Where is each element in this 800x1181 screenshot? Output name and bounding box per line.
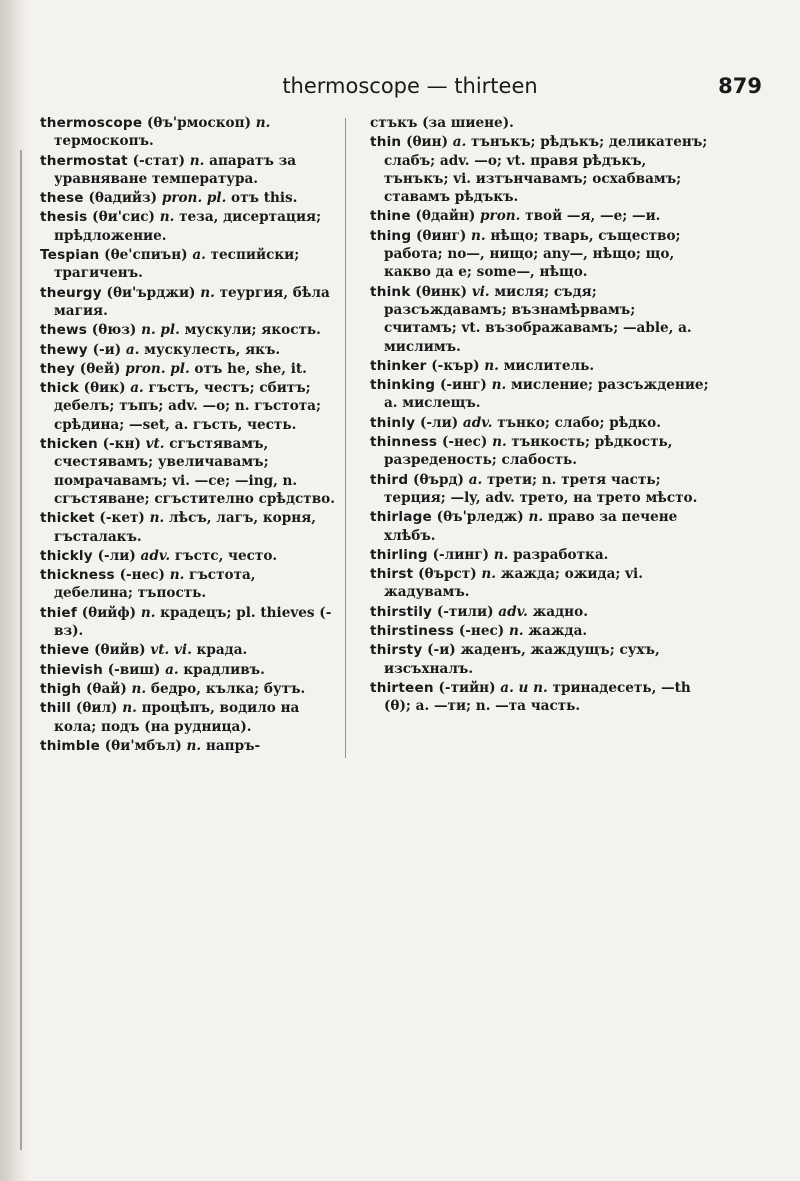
dictionary-entry (40, 208, 335, 245)
part-of-speech: a. (165, 661, 179, 678)
definition: мислитель. (503, 357, 595, 374)
definition: право за печене хлѣбъ. (384, 509, 678, 544)
dictionary-entry (40, 641, 335, 659)
headword: Tespian (40, 247, 100, 264)
headword: thews (40, 322, 88, 339)
dictionary-entry (40, 604, 335, 641)
pronunciation: (θийф) (81, 604, 137, 621)
part-of-speech: n. (140, 604, 156, 621)
pronunciation: (-нес) (441, 434, 488, 451)
dictionary-entry (370, 283, 710, 356)
pronunciation: (θдайн) (415, 208, 476, 225)
headword: thickness (40, 567, 115, 584)
headword: they (40, 360, 76, 377)
column-divider (345, 118, 346, 758)
definition: крадливъ. (183, 661, 265, 678)
headword: thinker (370, 357, 427, 374)
headword: thin (370, 134, 402, 151)
dictionary-entry (40, 737, 335, 755)
pronunciation: (-нес) (458, 623, 505, 640)
headword: thicken (40, 436, 98, 453)
dictionary-entry (370, 433, 710, 470)
headword: thigh (40, 680, 82, 697)
definition: крадецъ; pl. thieves (-вз). (54, 604, 332, 640)
dictionary-entry (370, 357, 710, 375)
pronunciation: (-линг) (432, 546, 490, 563)
dictionary-entry (370, 414, 710, 432)
headword: thirling (370, 546, 428, 563)
headword: thirlage (370, 509, 432, 526)
definition: жажда; ожида; vi. жадувамъ. (384, 566, 643, 601)
definition: крада. (196, 642, 248, 659)
dictionary-entry (40, 341, 335, 359)
dictionary-entry (370, 207, 710, 225)
definition: бедро, кълка; бутъ. (150, 680, 306, 697)
dictionary-entry (40, 566, 335, 603)
pronunciation: (θи'сис) (92, 209, 155, 226)
pronunciation: (θе'спиън) (104, 247, 188, 264)
headword: thirsty (370, 642, 423, 659)
pronunciation: (-кър) (431, 357, 480, 374)
definition: апаратъ за уравняване температура. (54, 152, 297, 187)
pronunciation: (θинк) (415, 283, 468, 300)
definition: жажда. (528, 623, 588, 640)
pronunciation: (θюз) (91, 322, 137, 339)
dictionary-entry (370, 622, 710, 640)
running-head: thermoscope — thirteen (282, 74, 538, 98)
page-header (40, 70, 780, 104)
dictionary-entry (40, 360, 335, 378)
headword: thinking (370, 377, 436, 394)
part-of-speech: a. (192, 247, 206, 264)
definition: тринадесеть, —th (θ); a. —ти; n. —та часть. (384, 679, 691, 715)
dictionary-entry (40, 699, 335, 736)
part-of-speech: n. (149, 510, 165, 527)
part-of-speech: n. pl. (141, 322, 180, 339)
part-of-speech: n. (471, 227, 486, 244)
pronunciation: (θърст) (418, 566, 477, 583)
headword: thief (40, 604, 77, 621)
dictionary-entry (370, 227, 710, 282)
part-of-speech: adv. (498, 603, 528, 620)
definition: гъстс, често. (174, 547, 278, 564)
definition: отъ this. (231, 190, 298, 207)
part-of-speech: n. (159, 209, 175, 226)
part-of-speech: a. (468, 471, 483, 488)
headword: thermoscope (40, 115, 143, 131)
dictionary-entry (40, 509, 335, 546)
part-of-speech: n. (492, 434, 507, 451)
part-of-speech: vi. (471, 283, 490, 300)
dictionary-entry (370, 679, 710, 716)
pronunciation: (θил) (75, 700, 118, 717)
headword: thermostat (40, 152, 128, 169)
definition: стъкъ (за шиене). (370, 115, 514, 131)
part-of-speech: n. (508, 623, 524, 640)
dictionary-entry (40, 114, 335, 151)
part-of-speech: n. (122, 700, 137, 717)
part-of-speech: n. (169, 567, 185, 584)
definition: теза, дисертация; прѣдложение. (54, 209, 322, 244)
definition: гъстъ, честъ; сбитъ; дебелъ; тъпъ; adv. —o; n. гъстота; срѣдина; —set, a. гъсть, честь. (54, 380, 322, 433)
pronunciation: (-инг) (439, 377, 487, 394)
headword: thewy (40, 341, 88, 358)
dictionary-entry (40, 379, 335, 434)
definition: мускули; якость. (184, 322, 321, 339)
pronunciation: (-виш) (107, 661, 161, 678)
headword: thievish (40, 661, 103, 678)
definition: разработка. (513, 546, 609, 563)
definition: мисление; разсъждение; a. мислещъ. (384, 377, 709, 412)
part-of-speech: a. (452, 134, 467, 151)
page-number: 879 (718, 74, 762, 98)
definition: нѣщо; тварь, същество; работа; no—, нищо; any—, нѣщо; що, какво да е; some—, нѣщо. (384, 227, 681, 281)
definition: отъ he, she, it. (194, 360, 307, 377)
part-of-speech: n. (493, 546, 509, 563)
part-of-speech: n. (491, 377, 507, 394)
left-column (40, 114, 335, 756)
part-of-speech: a. (125, 341, 140, 358)
headword: thirteen (370, 679, 434, 696)
book-spine-shadow (0, 0, 30, 1181)
pronunciation: (-ли) (97, 547, 136, 564)
part-of-speech: vt. (145, 436, 165, 453)
headword: thirstiness (370, 623, 455, 640)
definition: теспийски; трагиченъ. (54, 247, 300, 282)
headword: third (370, 471, 409, 488)
definition: мисля; съдя; разсъждавамъ; възнамѣрвамъ; считамъ; vt. възображавамъ; —able, a. мислимъ. (384, 283, 692, 355)
pronunciation: (θъ'рледж) (436, 509, 524, 526)
dictionary-entry (40, 680, 335, 698)
headword: theurgy (40, 284, 102, 301)
pronunciation: (θи'мбъл) (104, 737, 182, 754)
pronunciation: (-и) (427, 642, 456, 659)
headword: think (370, 283, 411, 300)
dictionary-entry (370, 376, 710, 413)
pronunciation: (θийв) (94, 642, 146, 659)
headword: thinly (370, 414, 416, 431)
part-of-speech: adv. (462, 414, 493, 431)
pronunciation: (θи'ърджи) (106, 284, 196, 301)
headword: thirstily (370, 603, 433, 620)
part-of-speech: pron. (480, 208, 521, 225)
pronunciation: (-тили) (436, 603, 494, 620)
headword: thing (370, 227, 412, 244)
dictionary-entry (40, 284, 335, 321)
pronunciation: (θадийз) (88, 190, 158, 207)
headword: thirst (370, 566, 414, 583)
dictionary-entry (40, 189, 335, 207)
pronunciation: (θинг) (415, 227, 467, 244)
dictionary-entry (370, 133, 710, 206)
definition: тънъкъ; рѣдъкъ; деликатенъ; слабъ; adv. —o; vt. правя рѣдъкъ, тънъкъ; vi. изтънчавамъ; осхабвамъ; ставамъ рѣдъкъ. (384, 134, 708, 206)
headword: thimble (40, 737, 101, 754)
definition: теургия, бѣла магия. (54, 284, 330, 319)
definition: жадно. (532, 603, 588, 620)
pronunciation: (-кет) (99, 510, 145, 527)
definition: лѣсъ, лагъ, корня, гъсталакъ. (54, 510, 316, 545)
definition: тънкость; рѣдкость, разредeность; слабость. (384, 434, 673, 469)
pronunciation: (θин) (406, 134, 449, 151)
part-of-speech: pron. pl. (125, 360, 190, 377)
part-of-speech: a. и n. (500, 679, 548, 696)
dictionary-entry (40, 661, 335, 679)
pronunciation: (-ли) (419, 414, 459, 431)
headword: thick (40, 380, 79, 397)
dictionary-entry (40, 152, 335, 189)
headword: thesis (40, 209, 88, 226)
definition: термоскопъ. (54, 133, 154, 150)
pronunciation: (θърд) (413, 471, 464, 488)
definition: напръ- (205, 737, 261, 754)
headword: thieve (40, 642, 90, 659)
dictionary-entry (40, 435, 335, 508)
pronunciation: (-и) (92, 341, 122, 358)
definition: процѣпъ, водило на кола; подъ (на рудница). (54, 700, 300, 735)
dictionary-entry (370, 565, 710, 602)
part-of-speech: pron. pl. (161, 190, 227, 207)
part-of-speech: n. (186, 737, 202, 754)
dictionary-entry (370, 603, 710, 621)
part-of-speech: n. (255, 115, 271, 131)
definition: жаденъ, жаждущъ; сухъ, изсъхналъ. (384, 642, 660, 677)
headword: thickly (40, 547, 93, 564)
pronunciation: (-тийн) (438, 679, 496, 696)
headword: thicket (40, 510, 95, 527)
part-of-speech: n. (484, 357, 499, 374)
headword: these (40, 190, 84, 207)
headword: thinness (370, 434, 438, 451)
right-column (370, 114, 710, 717)
part-of-speech: adv. (140, 547, 171, 564)
part-of-speech: vt. vi. (150, 642, 192, 659)
dictionary-entry (370, 546, 710, 564)
part-of-speech: n. (200, 284, 215, 301)
pronunciation: (θай) (85, 680, 127, 697)
dictionary-entry (370, 471, 710, 508)
definition: трети; n. третя часть; терция; —ly, adv. трето, на трето мѣсто. (384, 471, 698, 506)
part-of-speech: n. (131, 680, 147, 697)
dictionary-entry (370, 641, 710, 678)
headword: thill (40, 700, 72, 717)
definition: сгъстявамъ, счестявамъ; увеличавамъ; помрачавамъ; vi. —се; —ing, n. сгъстяване; сгъстително срѣдство. (54, 436, 335, 507)
pronunciation: (θик) (83, 380, 126, 397)
headword: thine (370, 208, 411, 225)
dictionary-entry (40, 547, 335, 565)
definition: гъстота, дебелина; тъпость. (54, 567, 256, 602)
pronunciation: (-стат) (132, 152, 186, 169)
pronunciation: (θъ'рмоскоп) (146, 115, 251, 131)
definition: твой —я, —е; —и. (525, 208, 661, 225)
pronunciation: (θей) (79, 360, 121, 377)
pronunciation: (-нес) (119, 567, 165, 584)
pronunciation: (-кн) (102, 436, 141, 453)
dictionary-entry (40, 246, 335, 283)
dictionary-entry (40, 321, 335, 339)
dictionary-entry (370, 508, 710, 545)
part-of-speech: n. (528, 509, 544, 526)
definition: тънко; слабо; рѣдко. (497, 414, 661, 431)
part-of-speech: a. (130, 380, 144, 397)
part-of-speech: n. (481, 566, 497, 583)
part-of-speech: n. (189, 152, 205, 169)
dictionary-entry (370, 114, 710, 132)
definition: мускулесть, якъ. (144, 341, 281, 358)
